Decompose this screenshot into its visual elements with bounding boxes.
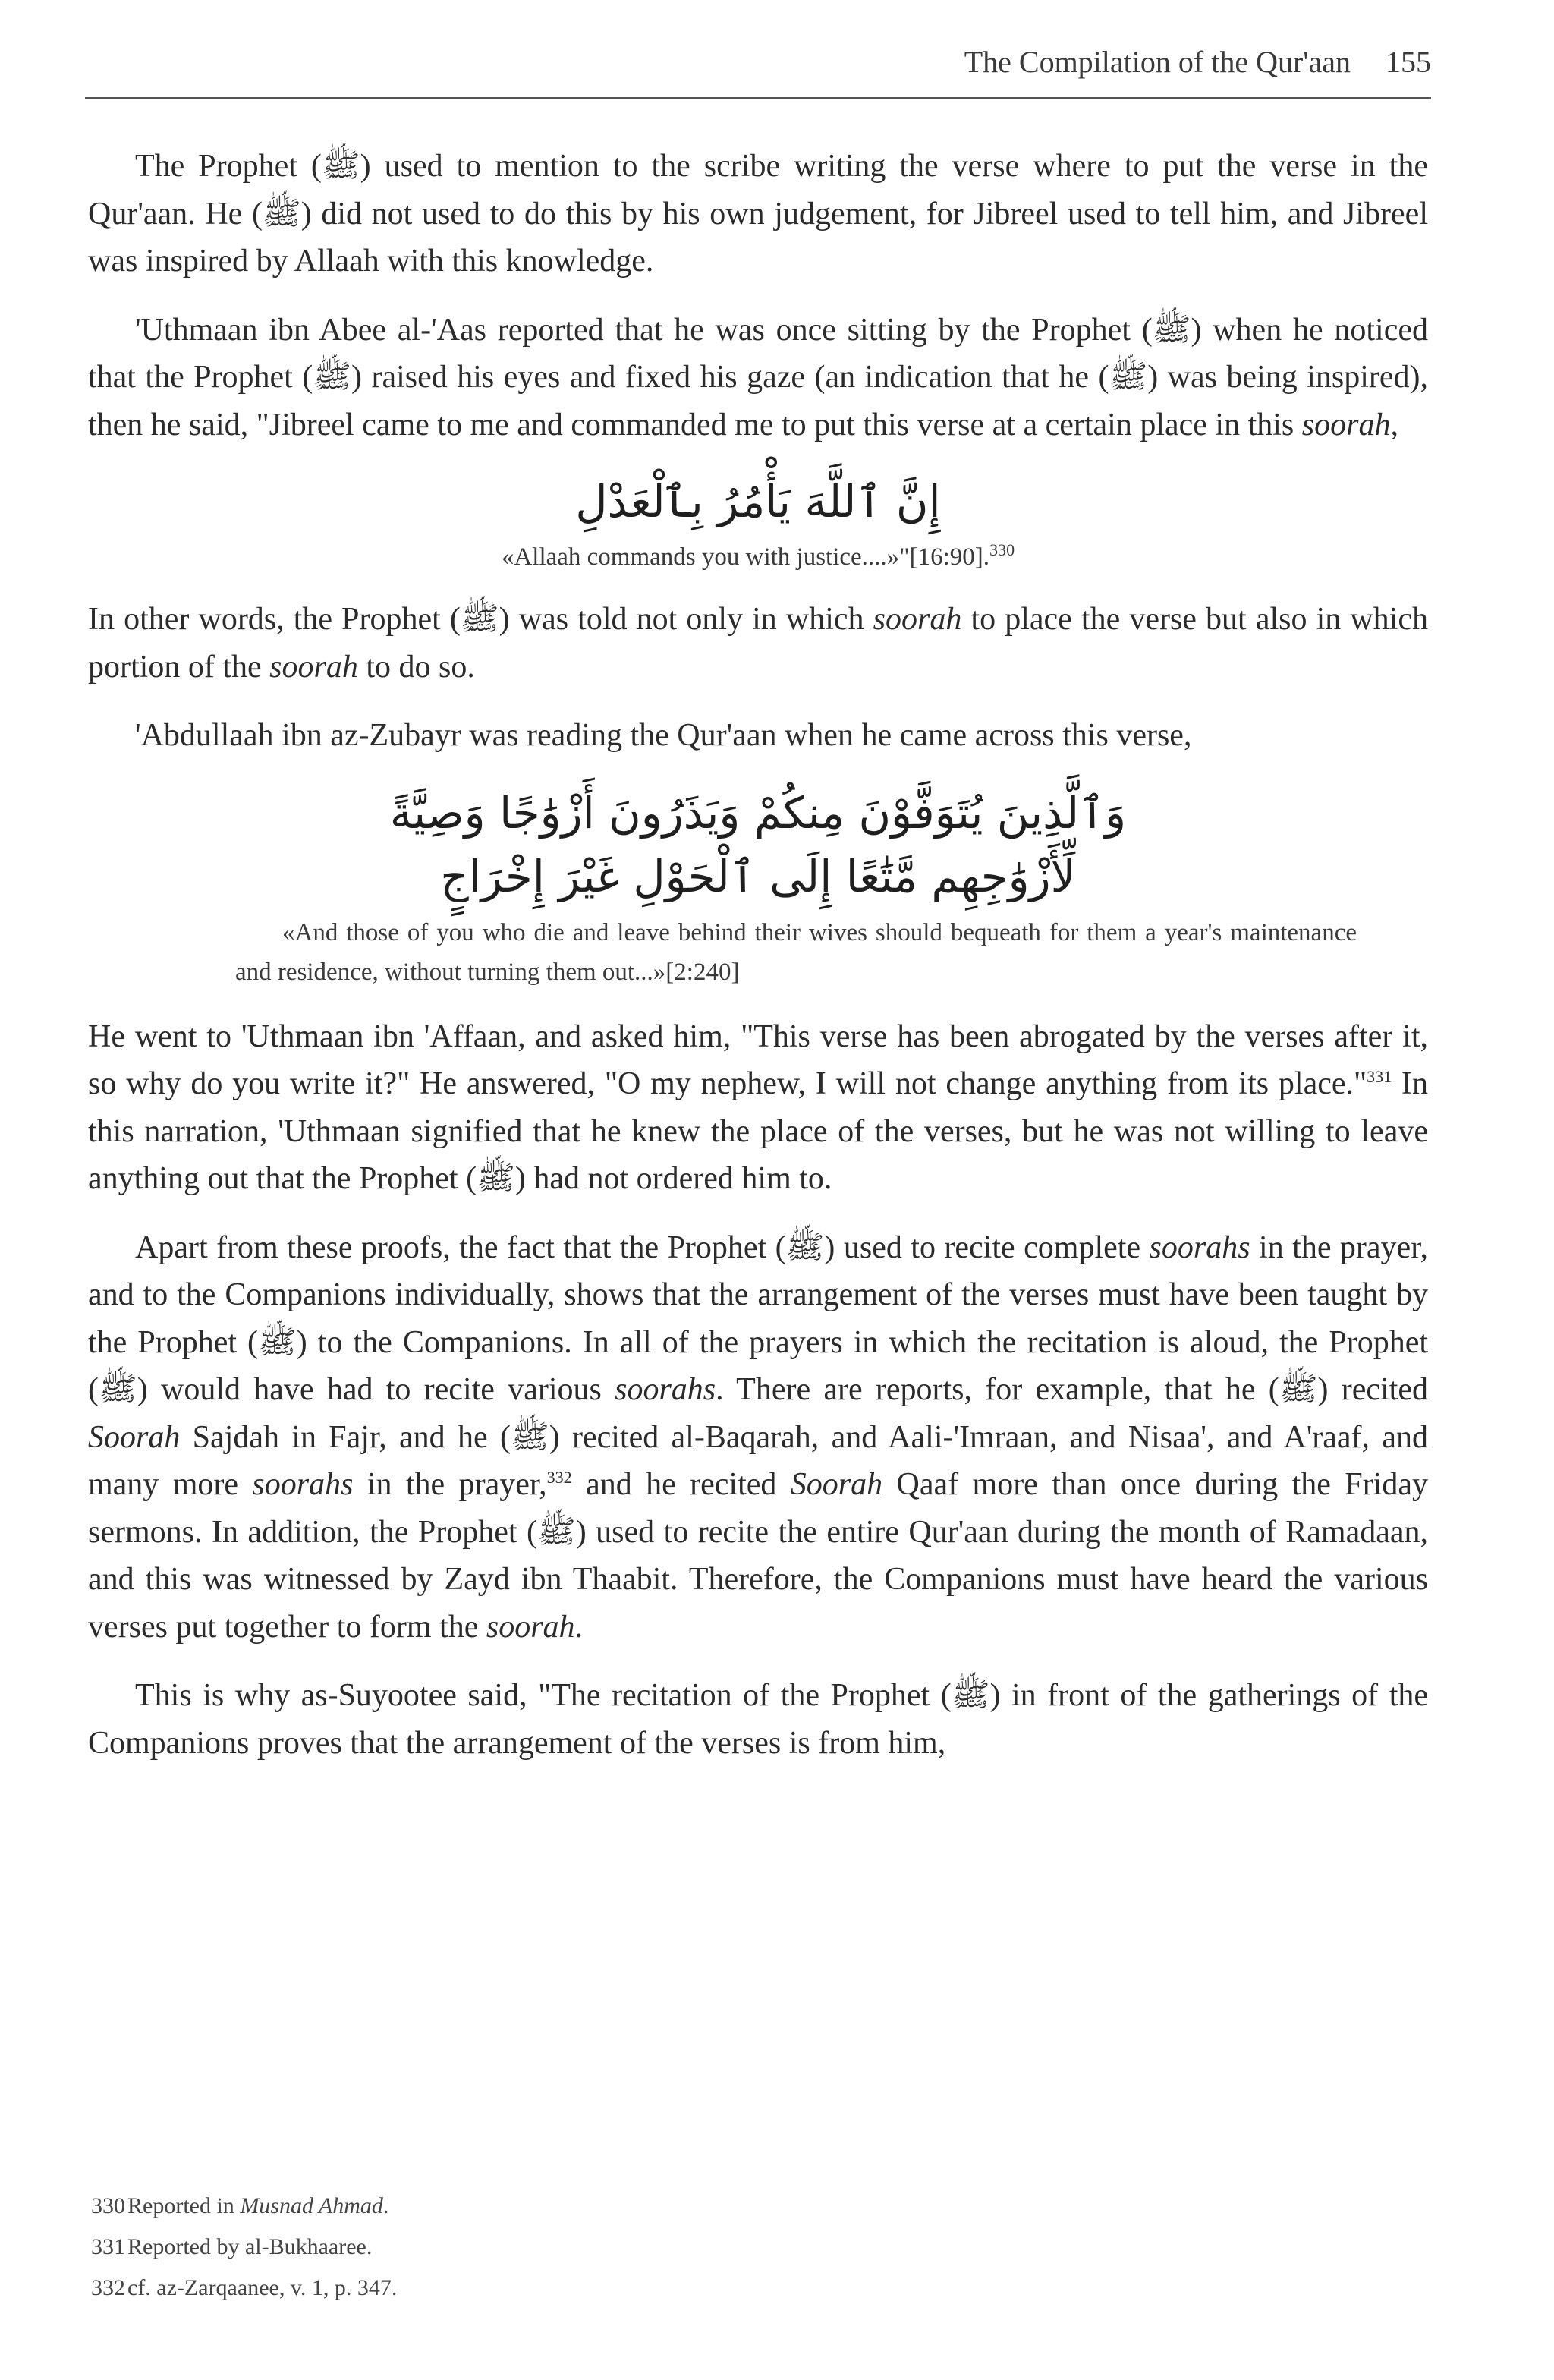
paragraph-2: 'Uthmaan ibn Abee al-'Aas reported that he was once sitting by the Prophet (ﷺ) when he noticed that the Prophet (ﷺ) raised his eyes and fixed his gaze (an indication that he (ﷺ) was being inspired), then he said, "Jibreel came to me and commanded me to put this verse at a certain place in this soorah, [88,312,1428,442]
paragraph-1: The Prophet (ﷺ) used to mention to the scribe writing the verse where to put the verse in the Qur'aan. He (ﷺ) did not used to do this by his own judgement, for Jibreel used to tell him, and Jibreel was inspired by Allaah with this knowledge. [88,149,1428,279]
footnote-332: 332 cf. az-Zarqaanee, v. 1, p. 347. [91,2275,398,2300]
paragraph-4: 'Abdullaah ibn az-Zubayr was reading the Qur'aan when he came across this verse, [135,718,1192,753]
footnote-ref-332: 332 [546,1468,572,1487]
quran-verse-arabic-2-line-1: وَٱلَّذِينَ يُتَوَفَّوْنَ مِنكُمْ وَيَذَرُونَ أَزْوَٰجًا وَصِيَّةً [389,786,1127,839]
main-text [88,143,1428,1788]
paragraph-3: In other words, the Prophet (ﷺ) was told not only in which soorah to place the verse but also in which portion of the soorah to do so. [88,602,1428,685]
paragraph-6: Apart from these proofs, the fact that the Prophet (ﷺ) used to recite complete soorahs in the prayer, and to the Companions individually, shows that the arrangement of the verses must have been taught by the Prophet (ﷺ) to the Companions. In all of the prayers in which the recitation is aloud, the Prophet (ﷺ) would have had to recite various soorahs. There are reports, for example, that he (ﷺ) recited Soorah Sajdah in Fajr, and he (ﷺ) recited al-Baqarah, and Aali-'Imraan, and Nisaa', and A'raaf, and many more soorahs in the prayer,$^{332}$ and he recited Soorah Qaaf more than once during the Friday sermons. In addition, the Prophet (ﷺ) used to recite the entire Qur'aan during the month of Ramadaan, and this was witnessed by Zayd ibn Thaabit. Therefore, the Companions must have heard the various verses put together to form the soorah. [88,1229,1429,1645]
running-header [85,44,1431,80]
quran-verse-translation-2: «And those of you who die and leave behind their wives should bequeath for them a year's maintenance and residence, without turning them out...»[2:240] [235,918,1357,986]
footnote-331: 331 Reported by al-Bukhaaree. [91,2234,373,2259]
footnotes [91,2186,1427,2309]
footnote-ref-330: 330 [989,540,1015,559]
page-number: 155 [1386,45,1431,79]
footnote-330: 330 Reported in Musnad Ahmad. [91,2193,389,2218]
footnote-ref-331: 331 [1367,1067,1392,1086]
paragraph-7: This is why as-Suyootee said, "The recitation of the Prophet (ﷺ) in front of the gatherings of the Companions proves that the arrangement of the verses is from him, [88,1678,1429,1761]
quran-verse-arabic-1: إِنَّ ٱللَّهَ يَأْمُرُ بِٱلْعَدْلِ [575,476,941,527]
quran-verse-translation-1: «Allaah commands you with justice....»"[16:90].$^{330}$ [501,540,1015,571]
running-title: The Compilation of the Qur'aan [964,45,1351,79]
header-rule [85,97,1431,99]
quran-verse-arabic-2-line-2: لِّأَزْوَٰجِهِم مَّتَٰعًا إِلَى ٱلْحَوْلِ غَيْرَ إِخْرَاجٍ [440,850,1076,902]
quran-verse-arabic-2 [88,781,1428,908]
paragraph-5: He went to 'Uthmaan ibn 'Affaan, and asked him, "This verse has been abrogated by the verses after it, so why do you write it?" He answered, "O my nephew, I will not change anything from its place."$^{331}$ In this narration, 'Uthmaan signified that he knew the place of the verses, but he was not willing to leave anything out that the Prophet (ﷺ) had not ordered him to. [88,1018,1428,1196]
